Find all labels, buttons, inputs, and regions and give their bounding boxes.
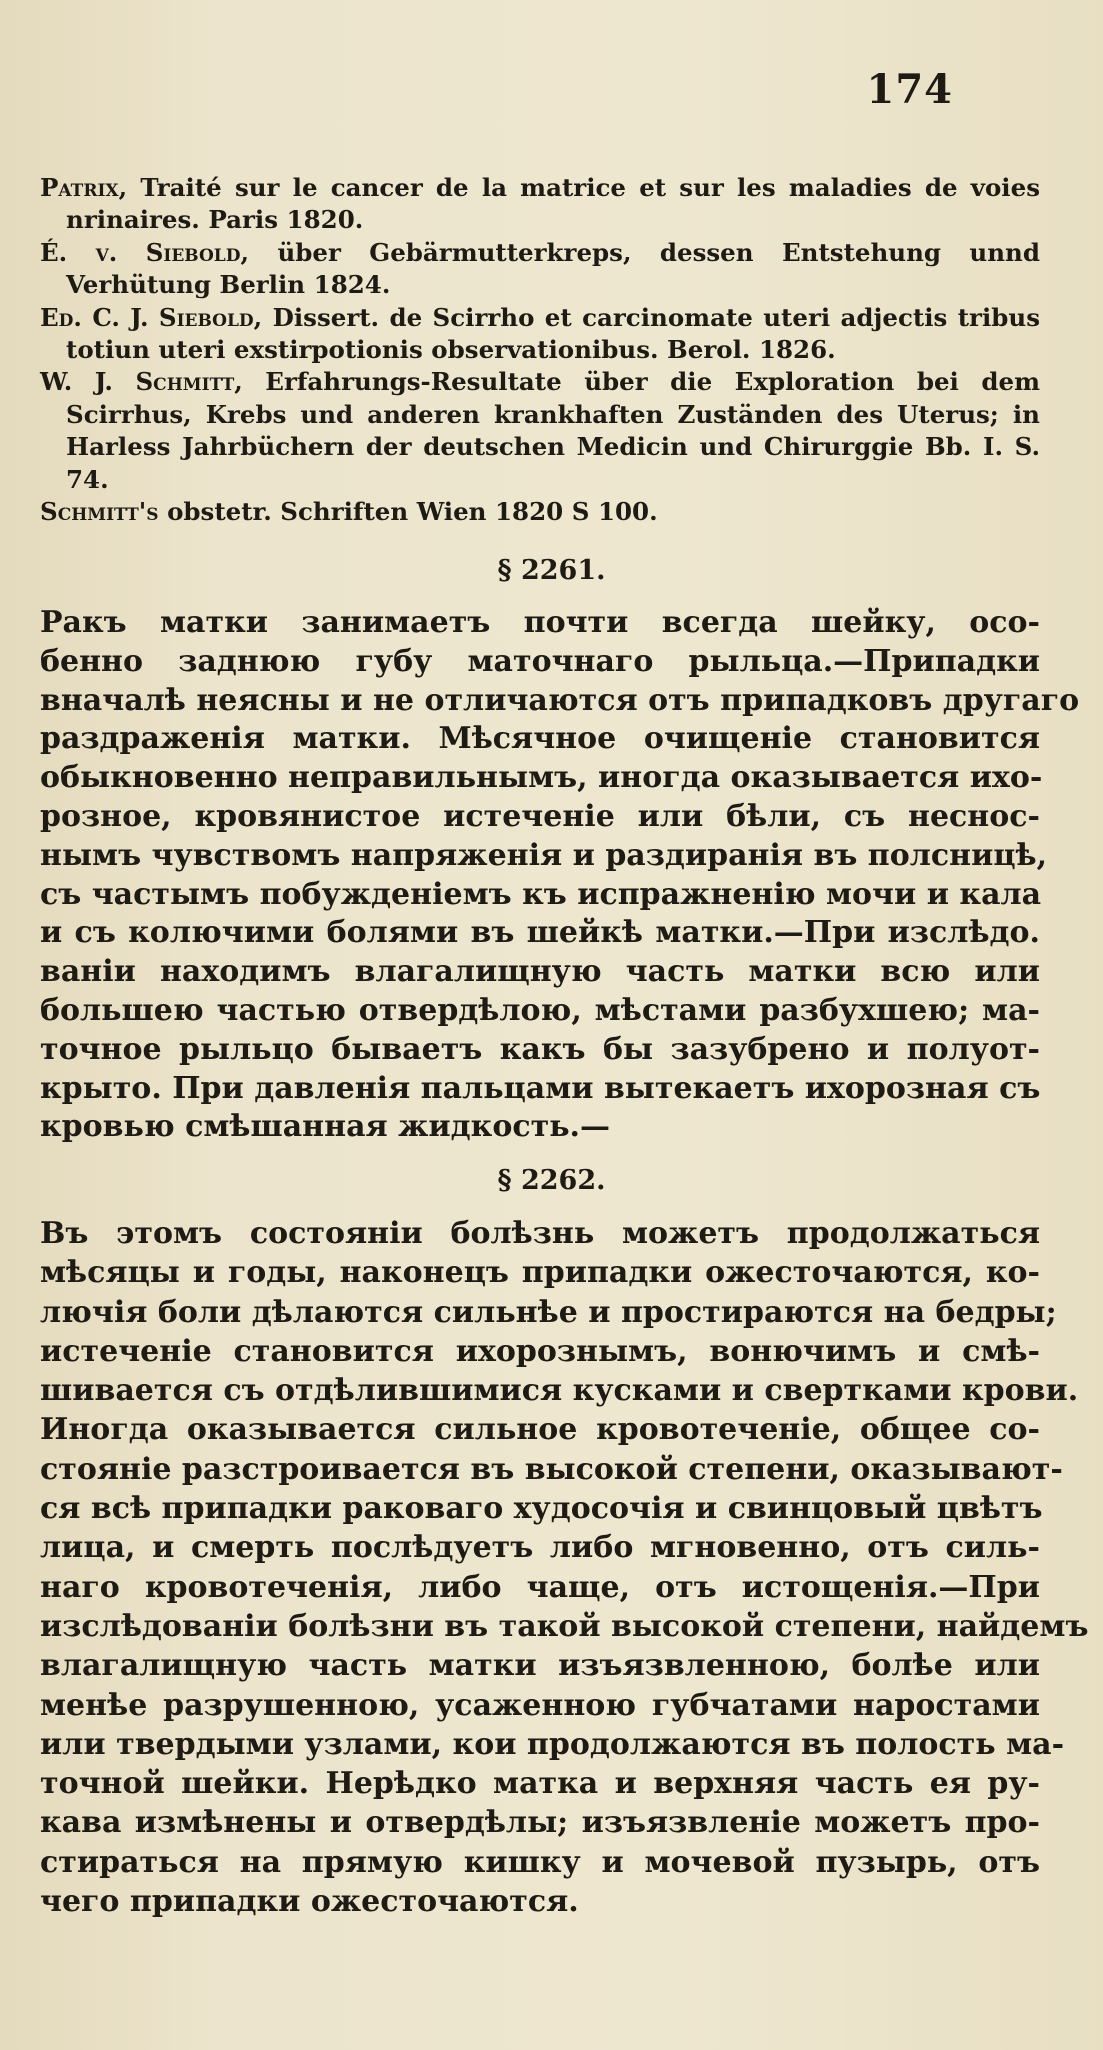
reference-author: Ed. C. J. Siebold, xyxy=(40,302,263,332)
text-line: розное, кровянистое истеченіе или бѣли, съ неснос- xyxy=(40,798,1040,834)
reference-text: Dissert. de Scirrho et carcinomate uteri adjectis tribus totiun uteri exstirpotionis observationibus. Berol. 1826. xyxy=(66,302,1040,365)
text-line: лючія боли дѣлаются сильнѣе и простираются на бедры; xyxy=(40,1294,1057,1330)
reference-author: Patrix, xyxy=(40,173,128,202)
section-heading: § 2261. xyxy=(497,555,606,586)
reference-text: Erfahrungs-Resultate über die Exploration bei dem Scirrhus, Krebs und anderen krankhaften Zuständen des Uterus; in Harless Jahrbüchern der deutschen Medicin und Chirurggie Bb. I. S. 74. xyxy=(66,367,1040,494)
text-line: обыкновенно неправильнымъ, иногда оказывается ихо- xyxy=(40,760,1043,796)
text-line: Ракъ матки занимаетъ почти всегда шейку, осо- xyxy=(40,605,1040,640)
reference-entry xyxy=(40,496,1040,528)
text-line: чего припадки ожесточаются. xyxy=(40,1884,579,1920)
section-paragraph xyxy=(40,1214,1089,1921)
reference-text: Traité sur le cancer de la matrice et sur les maladies de voies nrinaires. Paris 1820. xyxy=(66,173,1040,235)
text-line: крыто. При давленія пальцами вытекаетъ ихорозная съ xyxy=(40,1070,1041,1106)
text-line: или твердыми узлами, кои продолжаются въ полость ма- xyxy=(40,1726,1065,1762)
reference-entry xyxy=(40,237,1040,302)
text-line: Иногда оказывается сильное кровотеченіе, общее со- xyxy=(40,1412,1040,1448)
reference-entry xyxy=(40,366,1040,496)
reference-entry xyxy=(40,172,1040,237)
text-line: влагалищную часть матки изъязвленною, болѣе или xyxy=(40,1648,1040,1684)
reference-author: É. v. Siebold, xyxy=(40,237,250,267)
reference-author: W. J. Schmitt, xyxy=(40,367,243,397)
text-line: кровью смѣшанная жидкость.— xyxy=(40,1109,610,1145)
text-line: менѣе разрушенною, усаженною губчатами наростами xyxy=(40,1687,1040,1723)
text-line: точное рыльцо бываетъ какъ бы зазубрено и полуот- xyxy=(40,1031,1040,1067)
text-line: вначалѣ неясны и не отличаются отъ припадковъ другаго xyxy=(40,682,1080,718)
section-paragraph xyxy=(40,604,1080,1147)
text-line: нымъ чувствомъ напряженія и раздиранія въ полсницѣ, xyxy=(40,837,1048,873)
text-line: раздраженія матки. Мѣсячное очищеніе становится xyxy=(40,721,1040,757)
text-line: и съ колючими болями въ шейкѣ матки.—При изслѣдо. xyxy=(40,915,1040,951)
text-line: ся всѣ припадки раковаго худосочія и свинцовый цвѣтъ xyxy=(40,1491,1043,1527)
reference-text: obstetr. Schriften Wien 1820 S 100. xyxy=(167,497,658,527)
text-line: бенно заднюю губу маточнаго рыльца.—Припадки xyxy=(40,643,1040,679)
reference-entry xyxy=(40,302,1040,367)
page-number: 174 xyxy=(866,66,953,113)
section-heading: § 2262. xyxy=(497,1165,606,1196)
text-line: кава измѣнены и отвердѣлы; изъязвленіе можетъ про- xyxy=(40,1805,1040,1841)
text-line: стояніе разстроивается въ высокой степени, оказывают- xyxy=(40,1451,1063,1487)
reference-text: über Gebärmutterkreps, dessen Entstehung unnd Verhütung Berlin 1824. xyxy=(66,237,1041,300)
text-line: мѣсяцы и годы, наконецъ припадки ожесточаются, ко- xyxy=(40,1255,1040,1291)
text-line: Въ этомъ состояніи болѣзнь можетъ продолжаться xyxy=(40,1216,1040,1251)
text-line: стираться на прямую кишку и мочевой пузырь, отъ xyxy=(40,1844,1040,1880)
text-line: ваніи находимъ влагалищную часть матки всю или xyxy=(40,954,1040,990)
text-line: истеченіе становится ихорознымъ, вонючимъ и смѣ- xyxy=(40,1333,1040,1369)
text-line: точной шейки. Нерѣдко матка и верхняя часть ея ру- xyxy=(40,1766,1040,1802)
text-line: наго кровотеченія, либо чаще, отъ истощенія.—При xyxy=(40,1569,1040,1605)
text-line: лица, и смерть послѣдуетъ либо мгновенно, отъ силь- xyxy=(40,1530,1040,1566)
text-line: съ частымъ побужденіемъ къ испражненію мочи и кала xyxy=(40,876,1042,912)
text-line: шивается съ отдѣлившимися кусками и свертками крови. xyxy=(40,1373,1079,1409)
reference-list xyxy=(40,172,1040,528)
reference-author: Schmitt's xyxy=(40,497,159,527)
text-line: изслѣдованіи болѣзни въ такой высокой степени, найдемъ xyxy=(40,1608,1089,1644)
text-line: большею частью отвердѣлою, мѣстами разбухшею; ма- xyxy=(40,992,1040,1028)
